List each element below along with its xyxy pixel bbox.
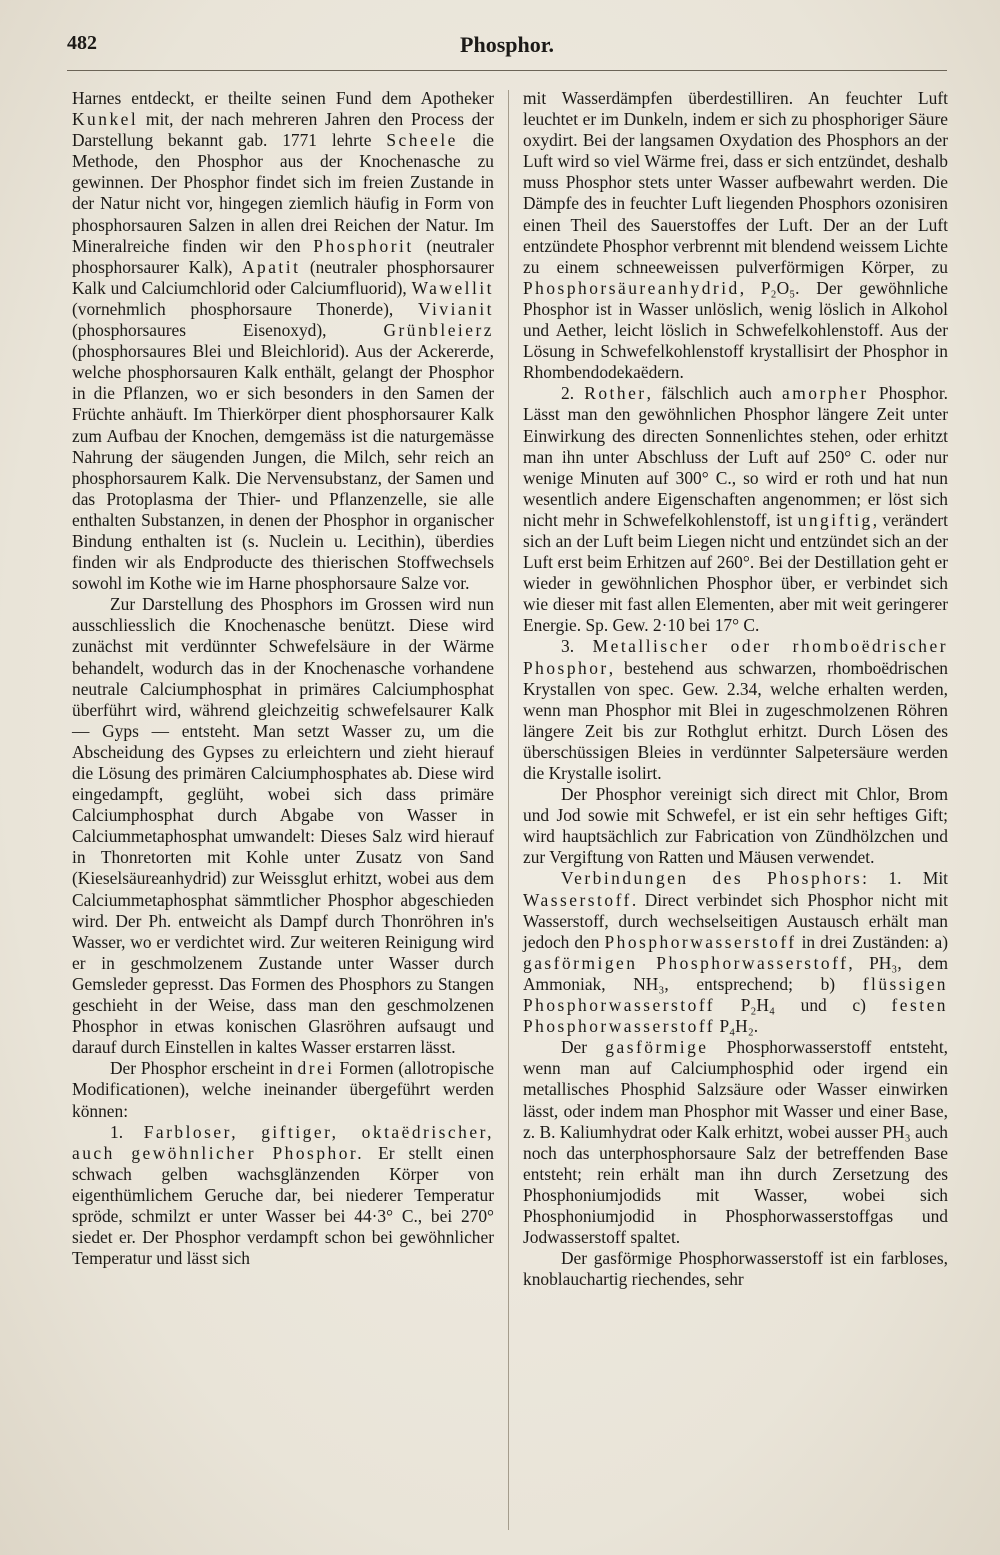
text-run: , bestehend aus schwarzen, rhomboëdrischen Krystallen von spec. Gew. 2.34, welche erhalten werden, wenn man Phosphor mit Blei in zugeschmolzenen Röhren längere Zeit bis zur Rothglut erhitzt. Durch Lösen des überschüssigen Bleies in verdünnter Salpetersäure werden die Krystalle isolirt. (523, 657, 948, 783)
spaced-term: Grünbleierz (383, 320, 494, 341)
spaced-term: Wawellit (411, 277, 494, 298)
spaced-term: drei (297, 1058, 335, 1079)
text-run: P₄H₂. (715, 1016, 759, 1037)
spaced-term: Scheele (386, 130, 458, 151)
text-run: 1. (110, 1121, 144, 1142)
spaced-term: Farbloser, giftiger, oktaëdrischer, auch gewöhnlicher Phosphor. (72, 1121, 495, 1163)
spaced-term: gasförmige (605, 1037, 709, 1058)
text-run: , fälschlich auch (646, 383, 783, 404)
spaced-term: Phosphorit (313, 235, 414, 256)
text-run: (neutraler phosphorsaurer Kalk), (72, 235, 494, 277)
spaced-term: Rother (584, 383, 647, 404)
text-run: in drei Zuständen: a) (796, 931, 948, 952)
spaced-term: festen Phosphorwasserstoff (523, 995, 948, 1037)
paragraph (523, 868, 948, 1037)
text-run: (vornehmlich phosphorsaure Thonerde), (72, 298, 419, 319)
spaced-term: Apatit (241, 256, 301, 277)
paragraph (72, 1122, 494, 1270)
paragraph (523, 1248, 948, 1290)
paragraph (72, 1058, 494, 1121)
text-run: mit, der nach mehreren Jahren den Process der Darstellung bekannt gab. 1771 lehrte (72, 109, 494, 151)
spaced-term: ungiftig (797, 509, 873, 530)
text-run: Der Phosphor erscheint in (110, 1058, 298, 1079)
text-run: (phosphorsaures Eisenoxyd), (72, 320, 384, 341)
spaced-term: amorpher (782, 383, 869, 404)
text-run: Phosphorwasserstoff entsteht, wenn man auf Calciumphosphid oder irgend ein metallisches Phosphid Salzsäure oder Wasser einwirken lässt, oder indem man Phosphor mit Wasser und einer Base, z. B. Kaliumhydrat oder Kalk erhitzt, wobei ausser PH₃ auch noch das unterphosphorsaure Salz der betreffenden Base entsteht; rein erhält man ihn durch Zersetzung des Phosphoniumjodids mit Wasser, wobei sich Phosphoniumjodid in Phosphorwasserstoffgas und Jodwasserstoff spaltet. (523, 1037, 948, 1248)
header-rule (67, 70, 947, 71)
right-column (523, 88, 948, 1290)
text-run: (neutraler phosphorsaurer Kalk und Calciumchlorid oder Calciumfluorid), (72, 256, 495, 298)
spaced-term: Verbindungen des Phosphors (561, 868, 863, 889)
text-run: Er stellt einen schwach gelben wachsglänzenden Körper von eigenthümlichem Geruche dar, bei niederer Temperatur spröde, schmilzt er unter Wasser bei 44·3° C., bei 270° siedet er. Der Phosphor verdampft schon bei gewöhnlicher Temperatur und lässt sich (72, 1142, 495, 1269)
text-run: (phosphorsaures Blei und Bleichlorid). Aus der Ackererde, welche phosphorsauren Kalk enthält, gelangt der Phosphor in die Pflanzen, wo er sich besonders in den Samen der Früchte anhäuft. Im Thierkörper dient phosphorsaurer Kalk zum Aufbau der Knochen, demgemäss ist die naturgemässe Nahrung der säugenden Jungen, die Milch, sehr reich an phosphorsaurem Kalk. Die Nervensubstanz, der Samen und das Protoplasma der Thier- und Pflanzenzelle, sie alle enthalten Substanzen, in denen der Phosphor in organischer Bindung enthalten ist (s. Nuclein u. Lecithin), überdies finden wir als Endproducte des thierischen Stoffwechsels sowohl im Kothe wie im Harne phosphorsaure Salze vor. (72, 341, 494, 594)
spaced-term: Vivianit (418, 298, 494, 319)
running-title: Phosphor. (460, 32, 554, 57)
text-run: Zur Darstellung des Phosphors im Grossen wird nun ausschliesslich die Knochenasche benützt. Diese wird zunächst mit verdünnter Schwefelsäure in der Wärme behandelt, wodurch das in der Knochenasche vorhandene neutrale Calciumphosphat in primäres Calciumphosphat überführt wird, während gleichzeitig schwefelsaurer Kalk — Gyps — entsteht. Man setzt Wasser zu, um die Abscheidung des Gypses zu erleichtern und zieht hierauf die Lösung des primären Calciumphosphates ab. Diese wird eingedampft, geglüht, wobei sich dass primäre Calciumphosphat durch Abgabe von Wasser in Calciummetaphosphat umwandelt: Dieses Salz wird hierauf in Thonretorten mit Kohle unter Zusatz von Sand (Kieselsäureanhydrid) zur Weissglut erhitzt, wobei aus dem Calciummetaphosphat sämmtlicher Phosphor abgeschieden wird. Der Ph. entweicht als Dampf durch Thonröhren in's Wasser, wo er verdichtet wird. Zur weiteren Reinigung wird er in geschmolzenem Zustande unter Wasser durch Gemsleder gepresst. Das Formen des Phosphors zu Stangen geschieht in der Weise, dass man den geschmolzenen Phosphor in etwas konischen Glasröhren aufsaugt und darauf durch Einstellen in kaltes Wasser erstarren lässt. (72, 594, 494, 1058)
text-run: : 1. Mit (862, 868, 948, 889)
text-run: Formen (allotropische Modificationen), welche ineinander übergeführt werden können: (72, 1058, 494, 1121)
page-number: 482 (67, 32, 97, 54)
text-run: 2. (561, 383, 585, 404)
text-run: Phosphor. Lässt man den gewöhnlichen Phosphor längere Zeit unter Einwirkung des directen Sonnenlichtes stehen, oder erhitzt man ihn unter Abschluss der Luft auf 250° C. oder nur wenige Minuten auf 300° C., so wird er roth und hat nun wesentlich andere Eigenschaften angenommen; er löst sich nicht mehr in Schwefelkohlenstoff, ist (523, 383, 948, 530)
text-run: , verändert sich an der Luft beim Liegen nicht und entzündet sich an der Luft erst beim Erhitzen auf 260°. Bei der Destillation geht er wieder in gewöhnlichen Phosphor über, er verbindet sich wie dieser mit fast allen Elementen, aber mit weit geringerer Energie. Sp. Gew. 2·10 bei 17° C. (523, 509, 948, 636)
text-run: . Direct verbindet sich Phosphor nicht mit Wasserstoff, durch wechselseitigen Austausch erhält man jedoch den (523, 889, 948, 952)
spaced-term: gasförmigen Phosphorwasserstoff (523, 952, 849, 973)
column-divider (508, 90, 509, 1530)
spaced-term: Kunkel (72, 109, 139, 130)
text-run: mit Wasserdämpfen überdestilliren. An feuchter Luft leuchtet er im Dunkeln, indem er sich zu phosphoriger Säure oxydirt. Bei der langsamen Oxydation des Phosphors an der Luft wird so viel Wärme frei, dass er sich entzündet, deshalb muss Phosphor stets unter Wasser aufbewahrt werden. Die Dämpfe des in feuchter Luft liegenden Phosphors ozonisiren einen Theil des Sauerstoffes der Luft. Der an der Luft entzündete Phosphor verbrennt mit blendend weissem Lichte zu einem schneeweissen pulverförmigen Körper, zu (523, 88, 948, 277)
paragraph (523, 1037, 948, 1248)
spaced-term: flüssigen Phosphorwasserstoff (523, 973, 948, 1016)
text-run: 3. (561, 636, 593, 657)
paragraph (523, 88, 948, 383)
text-run: die Methode, den Phosphor aus der Knochenasche zu gewinnen. Der Phosphor findet sich im freien Zustande in der Natur nicht vor, hingegen ziemlich häufig in Form von phosphorsauren Salzen in allen drei Reichen der Natur. Im Mineralreiche finden wir den (72, 130, 494, 256)
paragraph (72, 88, 494, 594)
paragraph (523, 383, 948, 636)
paragraph (523, 636, 948, 784)
spaced-term: Phosphorsäureanhydrid (523, 277, 740, 298)
text-run: Der (561, 1037, 606, 1058)
text-run: P₂H₄ und c) (715, 995, 892, 1016)
left-column (72, 88, 494, 1269)
text-run: Der gasförmige Phosphorwasserstoff ist ein farbloses, knoblauchartig riechendes, sehr (523, 1248, 948, 1290)
text-run: Harnes entdeckt, er theilte seinen Fund dem Apotheker (72, 88, 494, 108)
page-header (67, 32, 947, 62)
text-run: , PH₃, dem Ammoniak, NH₃, entsprechend; b) (523, 952, 948, 994)
paragraph (523, 784, 948, 868)
spaced-term: Phosphorwasserstoff (604, 931, 797, 952)
spaced-term: Wasserstoff (523, 889, 632, 910)
paragraph (72, 594, 494, 1058)
spaced-term: Metallischer oder rhomboëdrischer Phosphor (523, 636, 949, 678)
text-run: Der Phosphor vereinigt sich direct mit Chlor, Brom und Jod sowie mit Schwefel, er ist ein sehr heftiges Gift; wird hauptsächlich zur Fabrication von Zündhölzchen und zur Vergiftung von Ratten und Mäusen verwendet. (523, 784, 948, 868)
text-run: , P₂O₅. Der gewöhnliche Phosphor ist in Wasser unlöslich, wenig löslich in Alkohol und Aether, leicht löslich in Schwefelkohlenstoff. Aus der Lösung in Schwefelkohlenstoff krystallisirt der Phosphor in Rhombendodekaëdern. (523, 277, 948, 383)
